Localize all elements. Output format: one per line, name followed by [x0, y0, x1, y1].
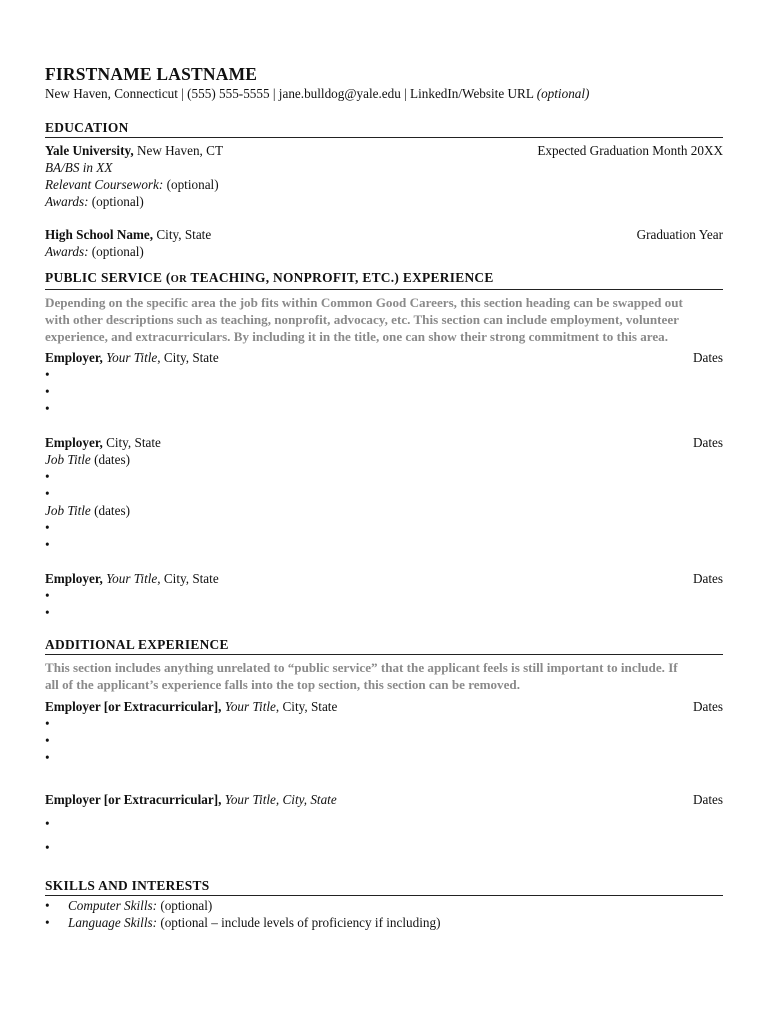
- employer-entry: [45, 349, 723, 366]
- employer-label: Employer [or Extracurricular],: [45, 792, 222, 807]
- location: City, State: [102, 435, 161, 450]
- dates: Dates: [692, 435, 723, 450]
- dates: Dates: [692, 792, 723, 807]
- heading-part-smallcaps: OR: [170, 274, 187, 285]
- heading-part: PUBLIC SERVICE (: [45, 270, 171, 285]
- job-title: Job Title: [45, 452, 91, 467]
- skill-item-language: [45, 914, 723, 931]
- bullet-item: [45, 732, 723, 749]
- skill-label: Language Skills:: [68, 915, 158, 930]
- coursework-value: (optional): [163, 177, 219, 192]
- awards-label: Awards:: [45, 244, 89, 259]
- contact-line: [45, 85, 723, 102]
- job-title-location: Your Title, City, State: [221, 792, 337, 807]
- note-line: This section includes anything unrelated to “public service” that the applicant feels is still important to include. If: [45, 660, 678, 675]
- bullet-glyph: •: [45, 898, 50, 913]
- bullet-item: [45, 366, 723, 383]
- job-title-line: [45, 502, 723, 519]
- education-heading: EDUCATION: [45, 119, 723, 138]
- bullet-glyph: •: [45, 716, 50, 731]
- awards-value: (optional): [88, 194, 144, 209]
- job-title: Job Title: [45, 503, 91, 518]
- note-line: Depending on the specific area the job fits within Common Good Careers, this section heading can be swapped out: [45, 295, 683, 310]
- awards-line: [45, 243, 723, 260]
- dates: Dates: [692, 699, 723, 714]
- bullet-glyph: •: [45, 750, 50, 765]
- awards-label: Awards:: [45, 194, 89, 209]
- bullet-item: [45, 839, 723, 856]
- note-line: with other descriptions such as teaching, nonprofit, advocacy, etc. This section can include employment, volunteer: [45, 312, 679, 327]
- bullet-glyph: •: [45, 915, 50, 930]
- coursework-label: Relevant Coursework:: [45, 177, 164, 192]
- bullet-glyph: •: [45, 588, 50, 603]
- bullet-item: [45, 468, 723, 485]
- job-title-line: [45, 451, 723, 468]
- bullet-glyph: •: [45, 469, 50, 484]
- graduation-date: Expected Graduation Month 20XX: [537, 143, 723, 158]
- awards-value: (optional): [88, 244, 144, 259]
- graduation-date: Graduation Year: [636, 227, 723, 242]
- public-service-heading: [45, 269, 723, 290]
- bullet-item: [45, 749, 723, 766]
- location: , City, State: [275, 699, 338, 714]
- skill-item-computer: [45, 897, 723, 914]
- degree: BA/BS in XX: [45, 160, 113, 175]
- contact-details: New Haven, Connecticut | (555) 555-5555 | jane.bulldog@yale.edu | LinkedIn/Website URL: [45, 86, 537, 101]
- location: , City, State: [157, 571, 219, 586]
- education-entry-yale: [45, 142, 723, 159]
- skill-value: (optional – include levels of proficiency if including): [157, 915, 441, 930]
- skill-label: Computer Skills:: [68, 898, 158, 913]
- bullet-glyph: •: [45, 816, 50, 831]
- heading-part: TEACHING, NONPROFIT, ETC.) EXPERIENCE: [186, 270, 494, 285]
- bullet-item: [45, 383, 723, 400]
- education-entry-highschool: [45, 226, 723, 243]
- employer-label: Employer,: [45, 571, 103, 586]
- contact-optional: (optional): [536, 86, 590, 101]
- skills-heading: SKILLS AND INTERESTS: [45, 877, 723, 896]
- employer-entry: [45, 698, 723, 715]
- bullet-glyph: •: [45, 733, 50, 748]
- awards-line: [45, 193, 723, 210]
- employer-label: Employer,: [45, 350, 103, 365]
- dates: Dates: [692, 571, 723, 586]
- employer-entry: [45, 570, 723, 587]
- resume-name: FIRSTNAME LASTNAME: [45, 64, 258, 84]
- bullet-item: [45, 587, 723, 604]
- bullet-glyph: •: [45, 401, 50, 416]
- public-service-note: [45, 294, 723, 345]
- employer-label: Employer,: [45, 435, 103, 450]
- bullet-item: [45, 536, 723, 553]
- bullet-item: [45, 485, 723, 502]
- bullet-item: [45, 400, 723, 417]
- note-line: experience, and extracurriculars. By including it in the title, one can show their strong commitment to this area.: [45, 329, 668, 344]
- location: , City, State: [157, 350, 219, 365]
- bullet-glyph: •: [45, 605, 50, 620]
- bullet-glyph: •: [45, 840, 50, 855]
- note-line: all of the applicant’s experience falls into the top section, this section can be removed.: [45, 677, 520, 692]
- bullet-glyph: •: [45, 520, 50, 535]
- school-name: High School Name,: [45, 227, 154, 242]
- bullet-item: [45, 715, 723, 732]
- employer-entry: [45, 791, 723, 808]
- job-title: Your Title: [221, 699, 276, 714]
- additional-note: [45, 659, 723, 693]
- additional-experience-heading: ADDITIONAL EXPERIENCE: [45, 636, 723, 655]
- bullet-item: [45, 604, 723, 621]
- job-title: Your Title: [106, 571, 158, 586]
- school-location: City, State: [153, 227, 212, 242]
- bullet-glyph: •: [45, 367, 50, 382]
- coursework-line: [45, 176, 723, 193]
- bullet-glyph: •: [45, 384, 50, 399]
- job-title: Your Title: [106, 350, 158, 365]
- employer-label: Employer [or Extracurricular],: [45, 699, 222, 714]
- bullet-glyph: •: [45, 537, 50, 552]
- resume-page: [45, 64, 723, 931]
- school-location: New Haven, CT: [133, 143, 223, 158]
- employer-entry: [45, 434, 723, 451]
- dates: Dates: [692, 350, 723, 365]
- bullet-glyph: •: [45, 486, 50, 501]
- skill-value: (optional): [157, 898, 213, 913]
- job-dates: (dates): [90, 452, 130, 467]
- bullet-item: [45, 815, 723, 832]
- school-name: Yale University,: [45, 143, 134, 158]
- job-dates: (dates): [90, 503, 130, 518]
- bullet-item: [45, 519, 723, 536]
